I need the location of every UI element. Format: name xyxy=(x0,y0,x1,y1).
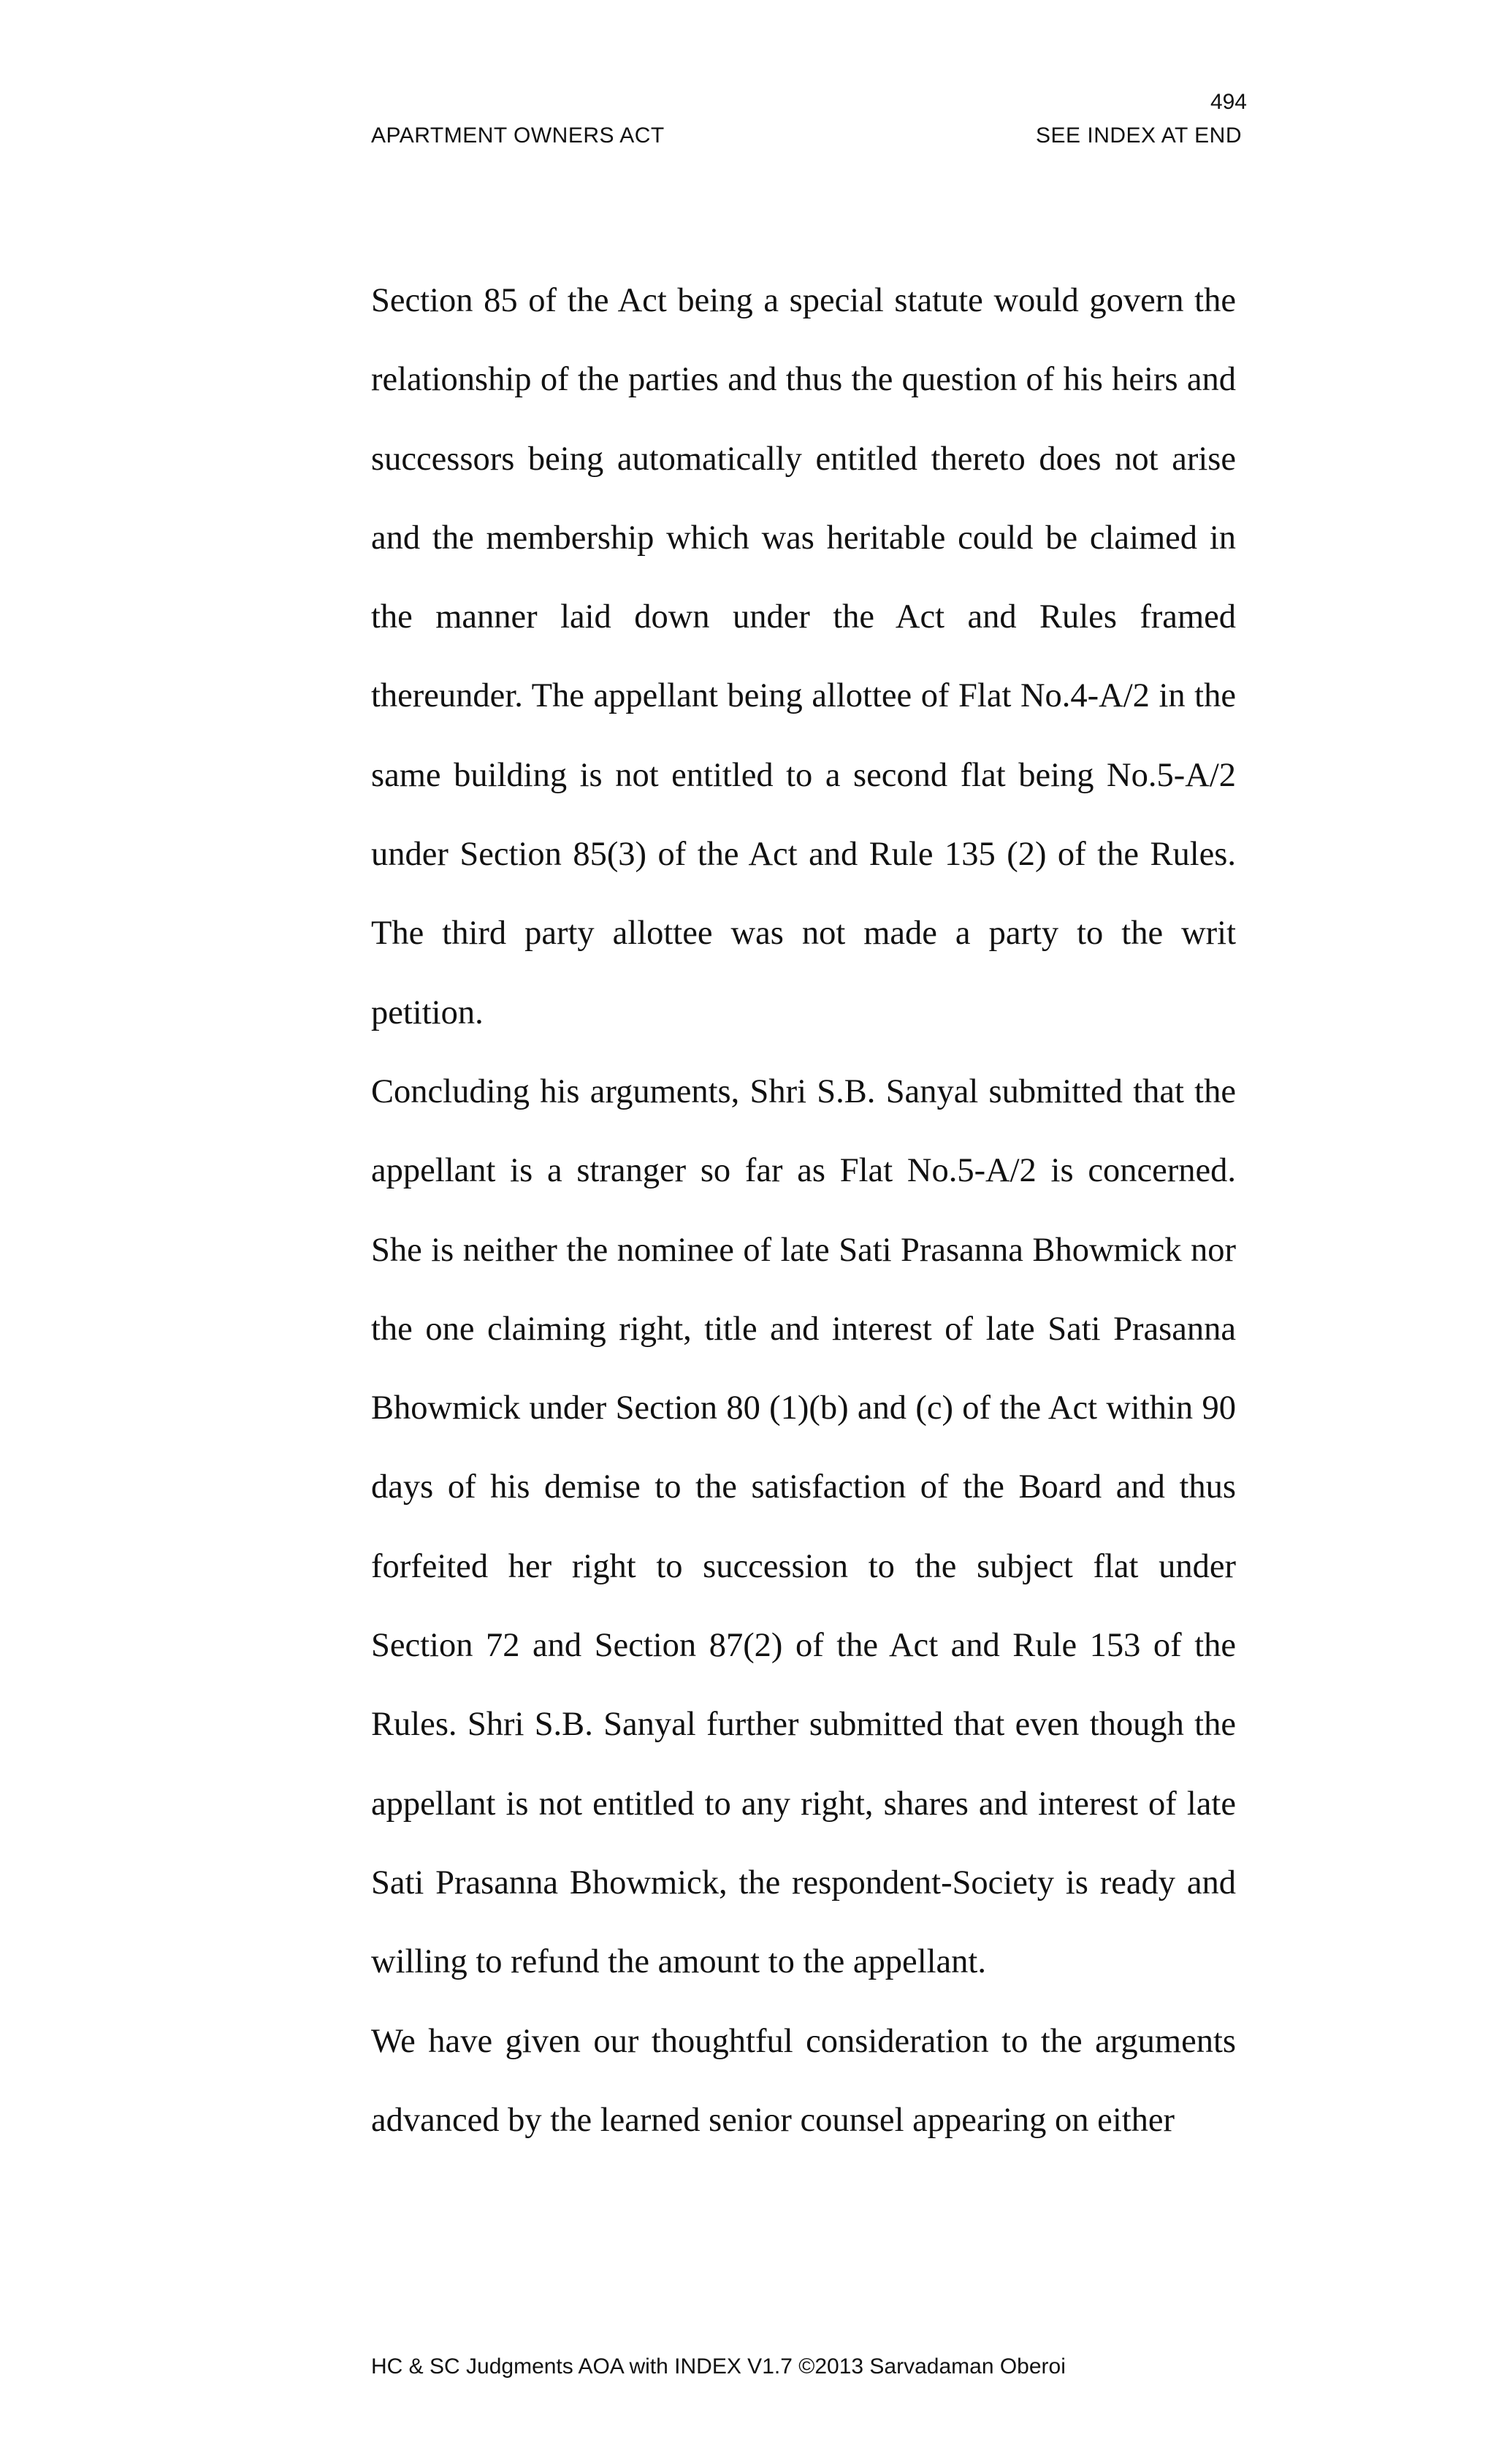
page-footer: HC & SC Judgments AOA with INDEX V1.7 ©2013 Sarvadaman Oberoi xyxy=(371,2354,1066,2379)
paragraph: Section 85 of the Act being a special statute would govern the relationship of the parties and thus the question of his heirs and successors being automatically entitled thereto does not arise and the membership which was heritable could be claimed in the manner laid down under the Act and Rules framed thereunder. The appellant being allottee of Flat No.4-A/2 in the same building is not entitled to a second flat being No.5-A/2 under Section 85(3) of the Act and Rule 135 (2) of the Rules. The third party allottee was not made a party to the writ petition. xyxy=(371,282,1236,1031)
page-number: 494 xyxy=(1210,90,1247,114)
paragraph: Concluding his arguments, Shri S.B. Sanyal submitted that the appellant is a stranger so far as Flat No.5-A/2 is concerned. She is neither the nominee of late Sati Prasanna Bhowmick nor the one claiming right, title and interest of late Sati Prasanna Bhowmick under Section 80 (1)(b) and (c) of the Act within 90 days of his demise to the satisfaction of the Board and thus forfeited her right to succession to the subject flat under Section 72 and Section 87(2) of the Act and Rule 153 of the Rules. Shri S.B. Sanyal further submitted that even though the appellant is not entitled to any right, shares and interest of late Sati Prasanna Bhowmick, the respondent-Society is ready and willing to refund the amount to the appellant. xyxy=(371,1072,1236,1981)
running-header-index-note: SEE INDEX AT END xyxy=(1036,123,1242,148)
running-header-title: APARTMENT OWNERS ACT xyxy=(371,123,665,148)
paragraph: We have given our thoughtful consideration to the arguments advanced by the learned senior counsel appearing on either xyxy=(371,2022,1236,2139)
judgment-body xyxy=(371,262,1236,2160)
